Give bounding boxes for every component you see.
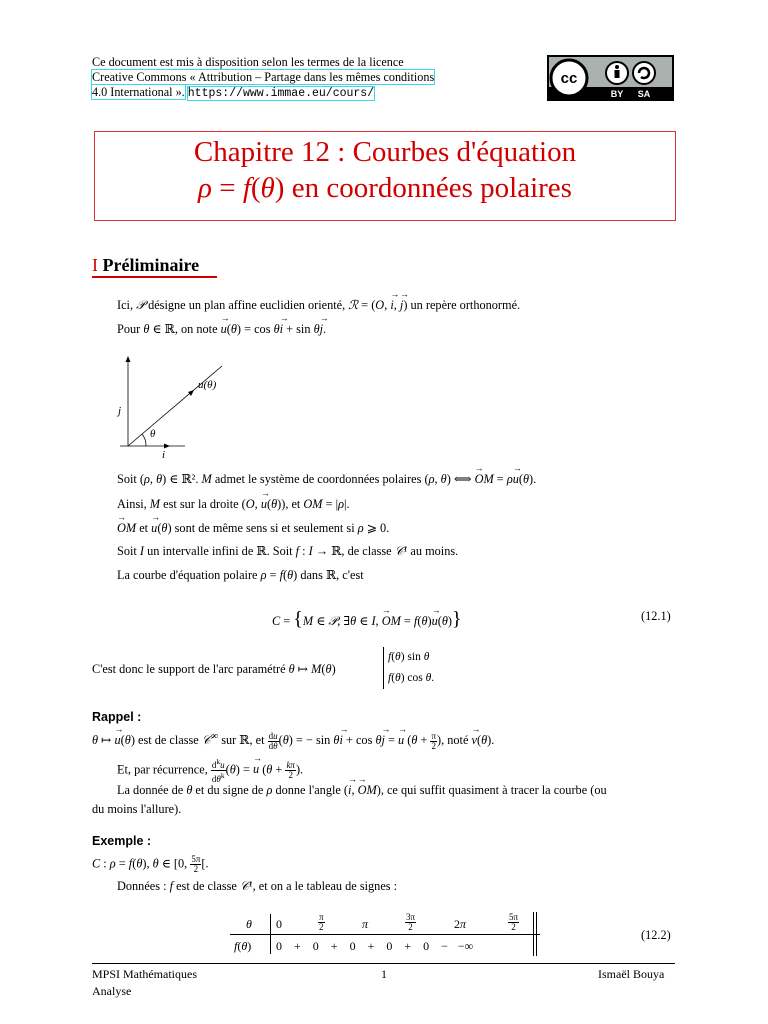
rappel-heading: Rappel : <box>92 710 142 724</box>
para-donnees: Données : f est de classe 𝒞¹, et on a le tableau de signes : <box>117 879 398 893</box>
chapter-title-rest: en coordonnées polaires <box>291 172 572 204</box>
sign-table: θ 0 $\frac{\pi}{2}$ π $\frac{3\pi}{2}$ 2π $\frac{5\pi}{2}$ f(θ) 0 + 0 + 0 + 0 + 0 − −∞ <box>234 912 519 953</box>
i-label: i <box>162 449 166 461</box>
license-link[interactable]: Creative Commons « Attribution – Partage dans les mêmes conditions <box>92 70 435 84</box>
table-theta-label: θ <box>246 917 252 931</box>
chapter-title-line-2: ρ = f(θ) en coordonnées polaires <box>198 172 572 204</box>
equation-12-1: C = {M ∈ 𝒫, ∃θ ∈ I, → OM = f(θ)→ u(θ)} <box>272 608 462 631</box>
eq-number-1: (12.1) <box>641 609 671 623</box>
chapter-title-box <box>94 131 676 221</box>
exemple-heading: Exemple : <box>92 834 152 848</box>
para-intro: Ici, 𝒫 désigne un plan affine euclidien orienté, ℛ = (O, → i, → j) un repère orthonormé. <box>117 298 520 313</box>
j-label: j <box>118 405 122 417</box>
sa-text: SA <box>637 89 651 99</box>
cc-by-sa-badge[interactable] <box>547 55 674 101</box>
polar-basis-figure <box>110 352 240 462</box>
para-polar-coords: Soit (ρ, θ) ∈ ℝ². M admet le système de coordonnées polaires (ρ, θ) ⟺ → OM = ρ→ u(θ). <box>117 472 536 487</box>
footer-course: MPSI Mathématiques <box>92 967 197 981</box>
para-donnee-1: La donnée de θ et du signe de ρ donne l'angle (→ i, → OM), ce qui suffit quasiment à tracer la courbe (ou <box>117 783 607 798</box>
para-def-u: Pour θ ∈ ℝ, on note → u(θ) = cos θ→ i + sin θ→ j. <box>117 322 326 337</box>
course-url-link[interactable]: https://www.immae.eu/cours/ <box>187 87 375 100</box>
footer-subject: Analyse <box>92 984 132 998</box>
cc-logo-icon <box>547 55 674 101</box>
footer-rule <box>92 963 675 964</box>
license-link-2[interactable]: 4.0 International ». <box>92 85 185 99</box>
section-underline <box>92 276 217 278</box>
license-line-3[interactable] <box>92 85 374 101</box>
section-title: Préliminaire <box>102 255 200 275</box>
para-courbe: La courbe d'équation polaire ρ = f(θ) dans ℝ, c'est <box>117 568 364 582</box>
u-label: u(θ) <box>198 379 217 391</box>
para-support: C'est donc le support de l'arc paramétré θ ↦ M(θ) <box>92 662 336 676</box>
para-donnee-2: du moins l'allure). <box>92 802 182 816</box>
param-vector: f(θ) sin θ f(θ) cos θ. <box>383 647 434 689</box>
eq-number-2: (12.2) <box>641 928 671 942</box>
para-droite: Ainsi, M est sur la droite (O, → u(θ)), et OM = |ρ|. <box>117 497 350 512</box>
footer-author: Ismaël Bouya <box>598 967 665 981</box>
chapter-title-line-1: Chapitre 12 : Courbes d'équation <box>193 136 577 168</box>
theta-label: θ <box>150 428 156 440</box>
para-recurrence: Et, par récurrence, $\frac{d^ku}{d\theta^k}$ (θ) = → u (θ + $\frac{k\pi}{2}$ ). <box>117 757 303 784</box>
by-text: BY <box>610 89 624 99</box>
footer-page-number: 1 <box>381 967 387 981</box>
cc-text: cc <box>560 70 578 87</box>
license-line-2[interactable] <box>92 70 434 84</box>
section-heading <box>92 255 199 276</box>
para-exemple-c: C : ρ = f(θ), θ ∈ [0, $\frac{5\pi}{2}$ [. <box>92 854 209 874</box>
para-sens: → OM et → u(θ) sont de même sens si et seulement si ρ ⩾ 0. <box>117 521 389 536</box>
para-derivee: θ ↦ → u(θ) est de classe 𝒞∞ sur ℝ, et $\frac{du}{d\theta}$ (θ) = − sin θ→ i + cos θ→ j = → u (θ + $\frac{\pi}{2}$ ), noté → v(θ). <box>92 731 494 751</box>
section-number: I <box>92 255 98 275</box>
license-line-1: Ce document est mis à disposition selon les termes de la licence <box>92 55 404 69</box>
para-interval: Soit I un intervalle infini de ℝ. Soit f : I → ℝ, de classe 𝒞¹ au moins. <box>117 544 459 558</box>
